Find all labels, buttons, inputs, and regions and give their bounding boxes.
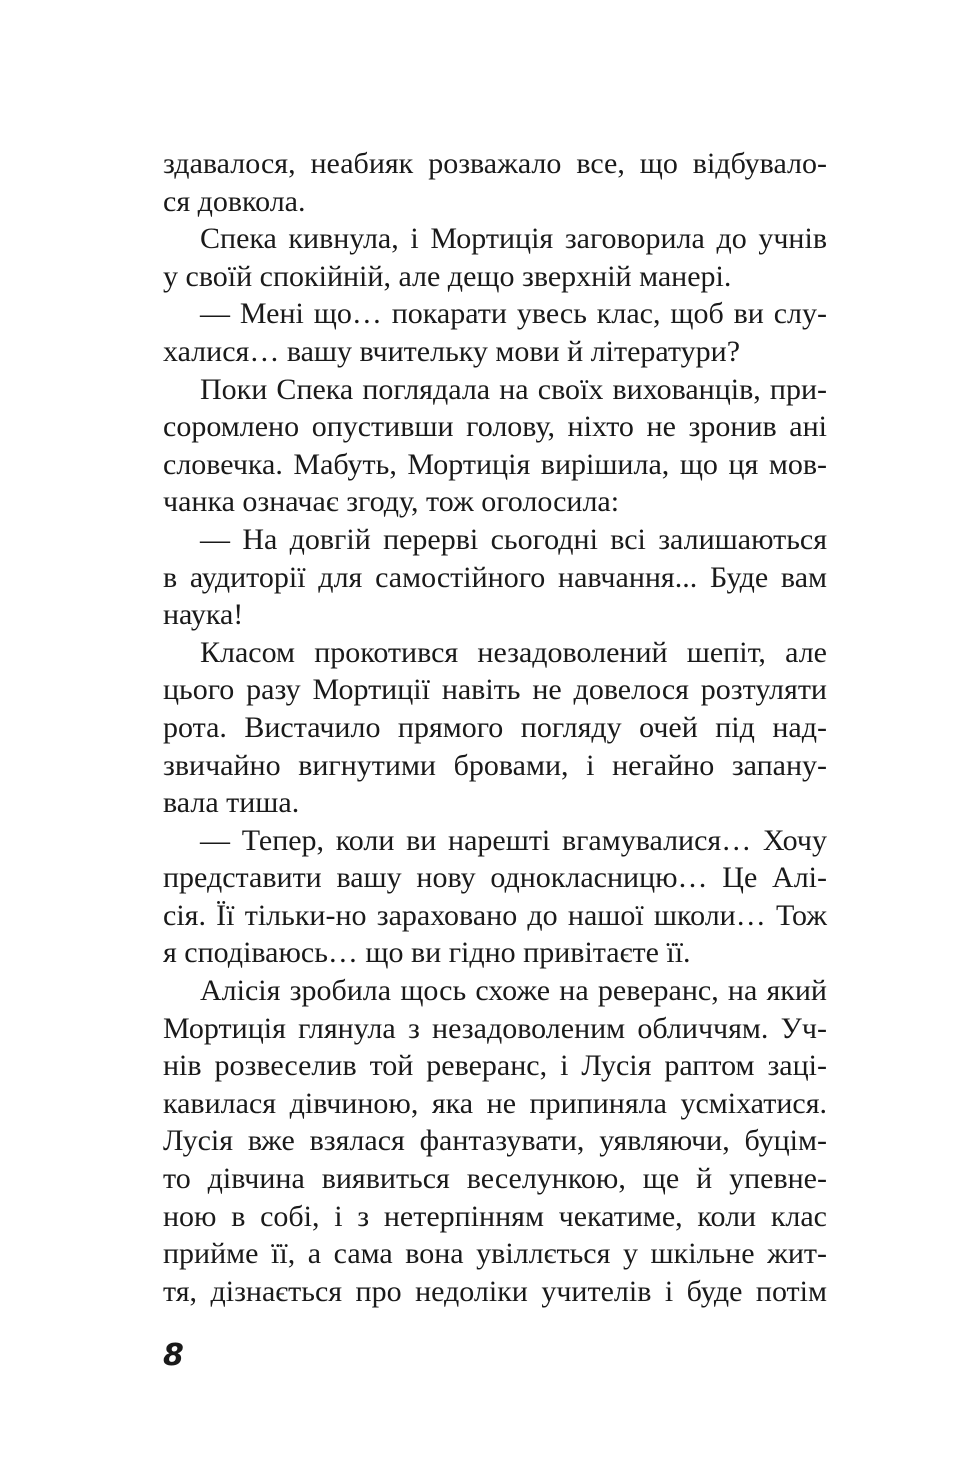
text-line: соромлено опустивши голову, ніхто не зронив ані — [163, 410, 827, 444]
text-line: прийме її, а сама вона увіллється у шкільне жит- — [163, 1237, 827, 1271]
text-line: Спека кивнула, і Мортиція заговорила до учнів — [200, 222, 827, 256]
text-line: рота. Вистачило прямого погляду очей під над- — [163, 710, 827, 744]
text-line: Поки Спека поглядала на своїх вихованців, при- — [200, 372, 827, 406]
text-line: — Мені що… покарати увесь клас, щоб ви слу- — [200, 297, 827, 331]
text-line: цього разу Мортиції навіть не довелося розтуляти — [163, 673, 827, 707]
text-line: тя, дізнається про недоліки учителів і буде потім — [163, 1274, 827, 1308]
text-line: у своїй спокійній, але дещо зверхній манері. — [163, 259, 732, 293]
text-line: — Тепер, коли ви нарешті вгамувалися… Хочу — [200, 823, 827, 857]
text-line: Лусія вже взялася фантазувати, уявляючи, буцім- — [163, 1124, 827, 1158]
text-line: словечка. Мабуть, Мортиція вирішила, що ця мов- — [163, 447, 827, 481]
text-line: Мортиція глянула з незадоволеним обличчям. Уч- — [163, 1011, 827, 1045]
text-line: в аудиторії для самостійного навчання... Буде вам — [163, 560, 827, 594]
text-line: сія. Її тільки-но зараховано до нашої школи… Тож — [163, 898, 827, 932]
body-text — [163, 145, 827, 1310]
text-line: халися… вашу вчительку мови й літератури? — [163, 334, 741, 368]
text-line: чанка означає згоду, тож оголосила: — [163, 485, 620, 519]
text-line: Алісія зробила щось схоже на реверанс, на який — [200, 974, 827, 1008]
text-line: вала тиша. — [163, 786, 300, 820]
text-line: кавилася дівчиною, яка не припиняла усміхатися. — [163, 1086, 827, 1120]
text-line: здавалося, неабияк розважало все, що відбувало- — [163, 147, 827, 180]
text-line: ною в собі, і з нетерпінням чекатиме, коли клас — [163, 1199, 827, 1233]
text-line: представити вашу нову однокласницю… Це Алі- — [163, 861, 827, 895]
text-line: нів розвеселив той реверанс, і Лусія раптом заці- — [163, 1049, 827, 1083]
text-line: ся довкола. — [163, 184, 306, 218]
text-line: — На довгій перерві сьогодні всі залишаються — [200, 522, 827, 556]
text-line: звичайно вигнутими бровами, і негайно запану- — [163, 748, 827, 782]
text-line: то дівчина виявиться веселункою, ще й упевне- — [163, 1162, 827, 1196]
text-line: наука! — [163, 598, 244, 632]
text-line: я сподіваюсь… що ви гідно привітаєте її. — [163, 936, 691, 970]
text-line: Класом прокотився незадоволений шепіт, але — [200, 635, 827, 669]
page-number: 8 — [163, 1338, 184, 1373]
